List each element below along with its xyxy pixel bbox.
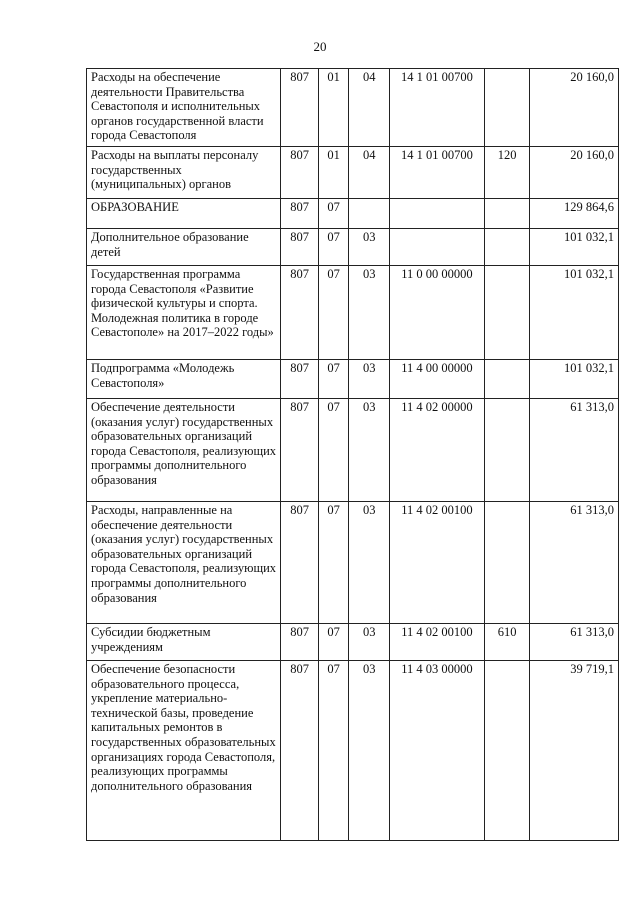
row-amount: 101 032,1 — [530, 360, 619, 399]
row-target-article: 14 1 01 00700 — [390, 69, 485, 147]
row-name: Обеспечение безопасности образовательного процесса, укрепление материально-технической базы, проведение капитальных ремонтов в государственных образовательных организациях города Севастополя, реализующих программы дополнительного образования — [87, 661, 281, 841]
row-target-article: 11 4 02 00100 — [390, 624, 485, 661]
row-subsection: 03 — [349, 266, 390, 360]
row-expense-type — [484, 360, 530, 399]
table-row — [87, 661, 619, 841]
row-section: 07 — [318, 199, 349, 229]
row-expense-type — [484, 199, 530, 229]
row-expense-type — [484, 399, 530, 502]
row-target-article: 11 4 03 00000 — [390, 661, 485, 841]
row-amount: 39 719,1 — [530, 661, 619, 841]
table-row — [87, 69, 619, 147]
row-subsection: 04 — [349, 69, 390, 147]
row-amount: 20 160,0 — [530, 69, 619, 147]
row-section: 07 — [318, 502, 349, 624]
row-section: 07 — [318, 360, 349, 399]
row-name: Дополнительное образование детей — [87, 229, 281, 266]
row-admin-code: 807 — [281, 502, 319, 624]
row-amount: 101 032,1 — [530, 266, 619, 360]
row-expense-type — [484, 229, 530, 266]
row-target-article — [390, 199, 485, 229]
table-row — [87, 266, 619, 360]
row-name: Подпрограмма «Молодежь Севастополя» — [87, 360, 281, 399]
row-expense-type: 120 — [484, 147, 530, 199]
row-admin-code: 807 — [281, 199, 319, 229]
table-row — [87, 199, 619, 229]
row-amount: 20 160,0 — [530, 147, 619, 199]
row-subsection: 04 — [349, 147, 390, 199]
row-amount: 61 313,0 — [530, 399, 619, 502]
row-admin-code: 807 — [281, 229, 319, 266]
row-expense-type — [484, 266, 530, 360]
row-subsection: 03 — [349, 229, 390, 266]
table-row — [87, 399, 619, 502]
row-name: Государственная программа города Севастополя «Развитие физической культуры и спорта. Молодежная политика в городе Севастополе» на 2017–2022 годы» — [87, 266, 281, 360]
row-subsection: 03 — [349, 360, 390, 399]
row-section: 07 — [318, 624, 349, 661]
row-admin-code: 807 — [281, 399, 319, 502]
row-subsection: 03 — [349, 399, 390, 502]
table-row — [87, 360, 619, 399]
row-target-article: 11 4 02 00000 — [390, 399, 485, 502]
row-section: 07 — [318, 266, 349, 360]
row-amount: 61 313,0 — [530, 502, 619, 624]
row-admin-code: 807 — [281, 266, 319, 360]
row-admin-code: 807 — [281, 624, 319, 661]
row-section: 01 — [318, 69, 349, 147]
row-subsection: 03 — [349, 502, 390, 624]
row-amount: 61 313,0 — [530, 624, 619, 661]
row-admin-code: 807 — [281, 661, 319, 841]
row-section: 07 — [318, 229, 349, 266]
row-name: Расходы, направленные на обеспечение деятельности (оказания услуг) государственных образовательных организаций города Севастополя, реализующих программы дополнительного образования — [87, 502, 281, 624]
table-row — [87, 624, 619, 661]
row-amount: 129 864,6 — [530, 199, 619, 229]
row-name: Расходы на обеспечение деятельности Правительства Севастополя и исполнительных органов государственной власти города Севастополя — [87, 69, 281, 147]
row-target-article: 11 4 02 00100 — [390, 502, 485, 624]
row-subsection — [349, 199, 390, 229]
row-subsection: 03 — [349, 624, 390, 661]
row-target-article: 11 0 00 00000 — [390, 266, 485, 360]
row-expense-type — [484, 661, 530, 841]
budget-table — [86, 68, 619, 841]
row-subsection: 03 — [349, 661, 390, 841]
row-amount: 101 032,1 — [530, 229, 619, 266]
table-row — [87, 502, 619, 624]
row-section: 01 — [318, 147, 349, 199]
row-name: ОБРАЗОВАНИЕ — [87, 199, 281, 229]
row-section: 07 — [318, 399, 349, 502]
row-name: Расходы на выплаты персоналу государственных (муниципальных) органов — [87, 147, 281, 199]
row-section: 07 — [318, 661, 349, 841]
row-name: Субсидии бюджетным учреждениям — [87, 624, 281, 661]
row-admin-code: 807 — [281, 69, 319, 147]
table-row — [87, 229, 619, 266]
table-row — [87, 147, 619, 199]
row-expense-type: 610 — [484, 624, 530, 661]
row-expense-type — [484, 69, 530, 147]
row-admin-code: 807 — [281, 360, 319, 399]
page-number: 20 — [313, 39, 327, 54]
row-target-article — [390, 229, 485, 266]
row-expense-type — [484, 502, 530, 624]
row-target-article: 14 1 01 00700 — [390, 147, 485, 199]
row-target-article: 11 4 00 00000 — [390, 360, 485, 399]
row-name: Обеспечение деятельности (оказания услуг) государственных образовательных организаций города Севастополя, реализующих программы дополнительного образования — [87, 399, 281, 502]
row-admin-code: 807 — [281, 147, 319, 199]
